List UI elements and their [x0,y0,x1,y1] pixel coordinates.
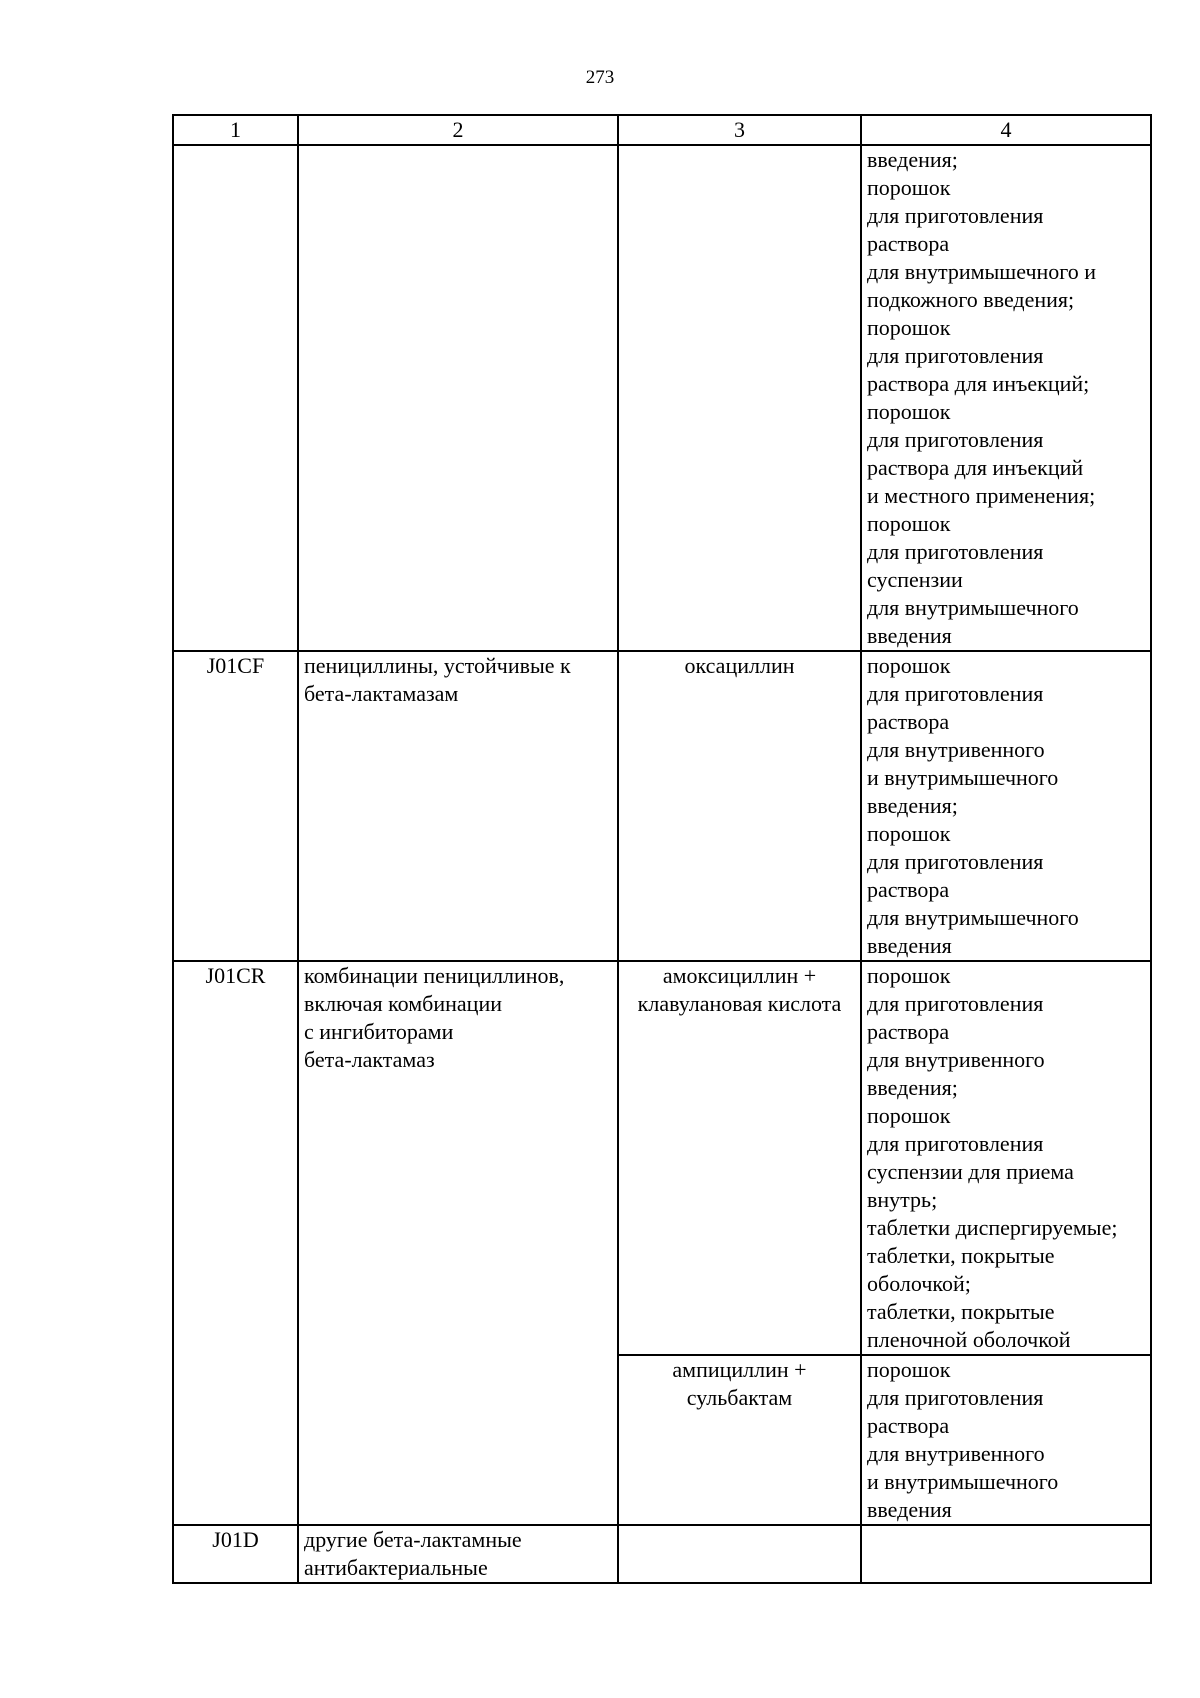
dosage-form-line: для внутримышечного [867,905,1079,930]
dosage-form-line: подкожного введения; [867,287,1075,312]
dosage-form-line: введения [867,1497,952,1522]
dosage-form-line: раствора [867,709,950,734]
group-name-line: антибактериальные [304,1555,488,1580]
dosage-form-line: для приготовления [867,1385,1044,1410]
dosage-form-line: порошок [867,315,951,340]
header-cell-1: 1 [173,115,298,145]
atc-code-cell: J01D [173,1525,298,1583]
group-name-line: комбинации пенициллинов, [304,963,565,988]
atc-code-cell: J01CF [173,651,298,961]
dosage-form-line: введения [867,933,952,958]
dosage-form-line: и внутримышечного [867,1469,1059,1494]
dosage-form-line: порошок [867,511,951,536]
header-cell-3: 3 [618,115,861,145]
dosage-form-line: для приготовления [867,539,1044,564]
dosage-form-line: суспензии для приема [867,1159,1074,1184]
dosage-form-line: для приготовления [867,427,1044,452]
dosage-form-line: для приготовления [867,203,1044,228]
dosage-form-line: пленочной оболочкой [867,1327,1071,1352]
dosage-form-line: порошок [867,399,951,424]
dosage-form-line: для приготовления [867,849,1044,874]
dosage-form-cell [861,1355,1151,1525]
group-name-line: бета-лактамазам [304,681,459,706]
dosage-form-line: порошок [867,653,951,678]
dosage-form-line: введения; [867,793,958,818]
group-name-line: включая комбинации [304,991,502,1016]
dosage-form-line: раствора [867,1413,950,1438]
dosage-form-line: таблетки диспергируемые; [867,1215,1118,1240]
group-name-line: бета-лактамаз [304,1047,435,1072]
drug-name-cell [618,961,861,1355]
group-name-cell [298,651,618,961]
table-row [173,961,1151,1355]
drug-name-cell [618,1525,861,1583]
drug-name-line: амоксициллин + [662,963,817,988]
dosage-form-line: внутрь; [867,1187,938,1212]
group-name-line: другие бета-лактамные [304,1527,522,1552]
drug-name-cell [618,1355,861,1525]
dosage-form-cell [861,651,1151,961]
dosage-form-cell [861,961,1151,1355]
dosage-form-line: для внутривенного [867,1441,1045,1466]
dosage-form-line: порошок [867,175,951,200]
group-name-line: пенициллины, устойчивые к [304,653,571,678]
dosage-form-line: раствора для инъекций; [867,371,1090,396]
dosage-form-line: раствора [867,1019,950,1044]
header-cell-4: 4 [861,115,1151,145]
drug-name-line: клавулановая кислота [637,991,842,1016]
dosage-form-line: для приготовления [867,343,1044,368]
group-name-cell [298,961,618,1525]
dosage-form-line: и внутримышечного [867,765,1059,790]
dosage-form-line: раствора [867,877,950,902]
group-name-line: с ингибиторами [304,1019,454,1044]
dosage-form-line: раствора [867,231,950,256]
dosage-form-line: для приготовления [867,991,1044,1016]
table-row [173,1525,1151,1583]
drug-name-line: оксациллин [684,653,795,678]
dosage-form-line: введения; [867,147,958,172]
drug-name-cell [618,145,861,651]
dosage-form-cell [861,145,1151,651]
dosage-form-line: для внутримышечного и [867,259,1097,284]
table-row [173,651,1151,961]
drug-name-line: ампициллин + [672,1357,807,1382]
table-header-row [173,115,1151,145]
dosage-form-line: таблетки, покрытые [867,1243,1055,1268]
dosage-form-line: для внутримышечного [867,595,1079,620]
dosage-form-line: введения [867,623,952,648]
group-name-cell [298,145,618,651]
dosage-form-cell [861,1525,1151,1583]
table-row [173,145,1151,651]
dosage-form-line: оболочкой; [867,1271,971,1296]
atc-code-cell [173,145,298,651]
drug-name-line: сульбактам [686,1385,793,1410]
dosage-form-line: и местного применения; [867,483,1096,508]
dosage-form-line: введения; [867,1075,958,1100]
dosage-form-line: порошок [867,963,951,988]
group-name-cell [298,1525,618,1583]
table-body [173,145,1151,1583]
drug-table [172,114,1152,1584]
dosage-form-line: порошок [867,1103,951,1128]
dosage-form-line: таблетки, покрытые [867,1299,1055,1324]
dosage-form-line: порошок [867,1357,951,1382]
dosage-form-line: для приготовления [867,681,1044,706]
dosage-form-line: для приготовления [867,1131,1044,1156]
dosage-form-line: раствора для инъекций [867,455,1084,480]
drug-name-cell [618,651,861,961]
dosage-form-line: для внутривенного [867,737,1045,762]
dosage-form-line: суспензии [867,567,963,592]
atc-code-cell: J01CR [173,961,298,1525]
dosage-form-line: порошок [867,821,951,846]
dosage-form-line: для внутривенного [867,1047,1045,1072]
page-number: 273 [585,67,615,88]
header-cell-2: 2 [298,115,618,145]
